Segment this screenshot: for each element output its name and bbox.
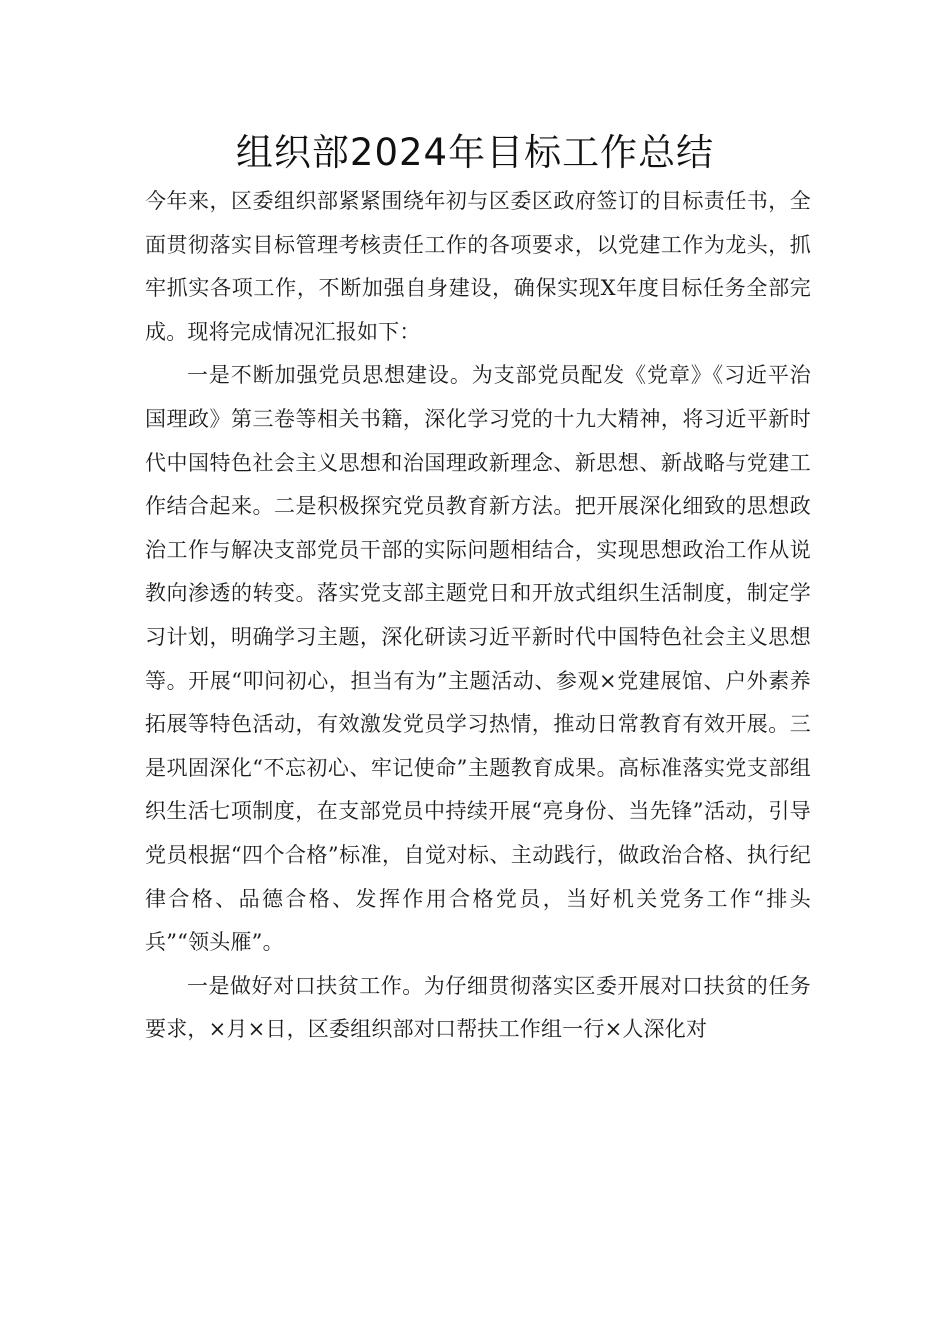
intro-paragraph: 今年来，区委组织部紧紧围绕年初与区委区政府签订的目标责任书，全面贯彻落实目标管理考核责任工作的各项要求，以党建工作为龙头，抓牢抓实各项工作，不断加强自身建设，确保实现X年度目标任务全部完成。现将完成情况汇报如下： xyxy=(145,189,811,344)
poverty-alleviation-paragraph: 一是做好对口扶贫工作。为仔细贯彻落实区委开展对口扶贫的任务要求，×月×日，区委组织部对口帮扶工作组一行×人深化对 xyxy=(145,973,811,1042)
document-body xyxy=(145,180,811,1052)
party-building-paragraph: 一是不断加强党员思想建设。为支部党员配发《党章》《习近平治国理政》第三卷等相关书籍，深化学习党的十九大精神，将习近平新时代中国特色社会主义思想和治国理政新理念、新思想、新战略与党建工作结合起来。二是积极探究党员教育新方法。把开展深化细致的思想政治工作与解决支部党员干部的实际问题相结合，实现思想政治工作从说教向渗透的转变。落实党支部主题党日和开放式组织生活制度，制定学习计划，明确学习主题，深化研读习近平新时代中国特色社会主义思想等。开展“叩问初心，担当有为”主题活动、参观×党建展馆、户外素养拓展等特色活动，有效激发党员学习热情，推动日常教育有效开展。三是巩固深化“不忘初心、牢记使命”主题教育成果。高标准落实党支部组织生活七项制度，在支部党员中持续开展“亮身份、当先锋”活动，引导党员根据“四个合格”标准，自觉对标、主动践行，做政治合格、执行纪律合格、品德合格、发挥作用合格党员，当好机关党务工作“排头兵”“领头雁”。 xyxy=(145,363,811,955)
document-title: 组织部2024年目标工作总结 xyxy=(235,131,715,174)
